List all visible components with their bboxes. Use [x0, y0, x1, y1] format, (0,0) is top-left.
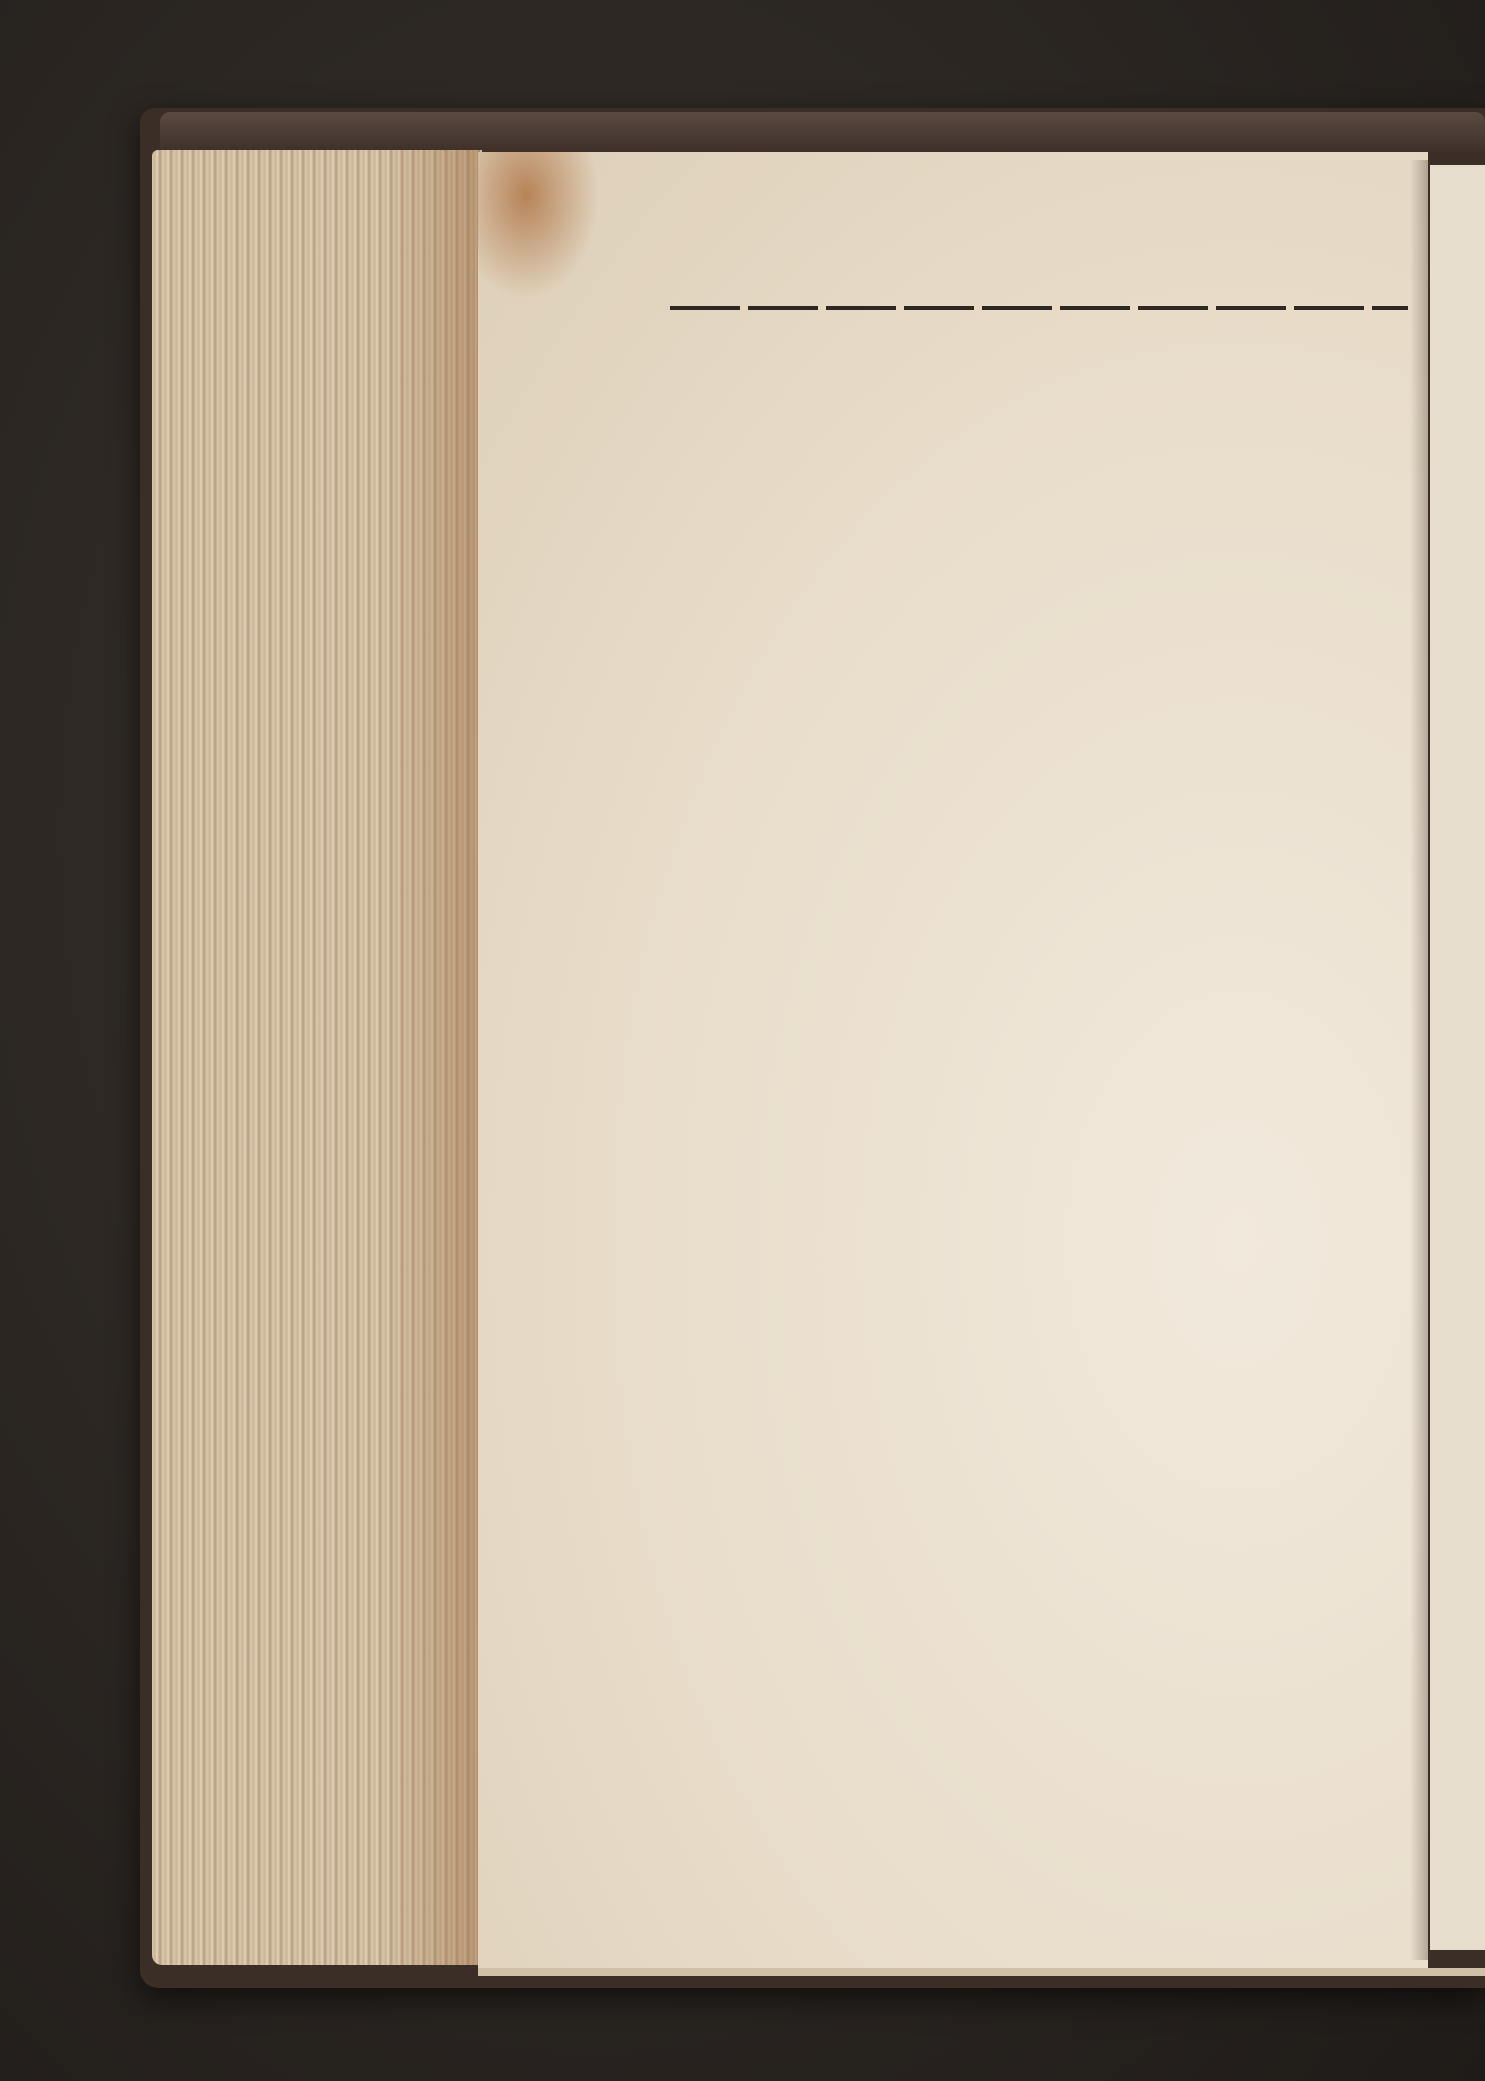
right-page-edge [1430, 165, 1485, 1950]
left-page [478, 152, 1428, 1970]
page-bottom-edge [478, 1968, 1485, 1976]
header-rule [670, 306, 1408, 310]
book-top-edge [160, 112, 1485, 152]
book-gutter [1410, 160, 1430, 1960]
page-stain [478, 152, 598, 297]
page-header [668, 252, 1404, 298]
page-edge-shadow [380, 150, 480, 1965]
